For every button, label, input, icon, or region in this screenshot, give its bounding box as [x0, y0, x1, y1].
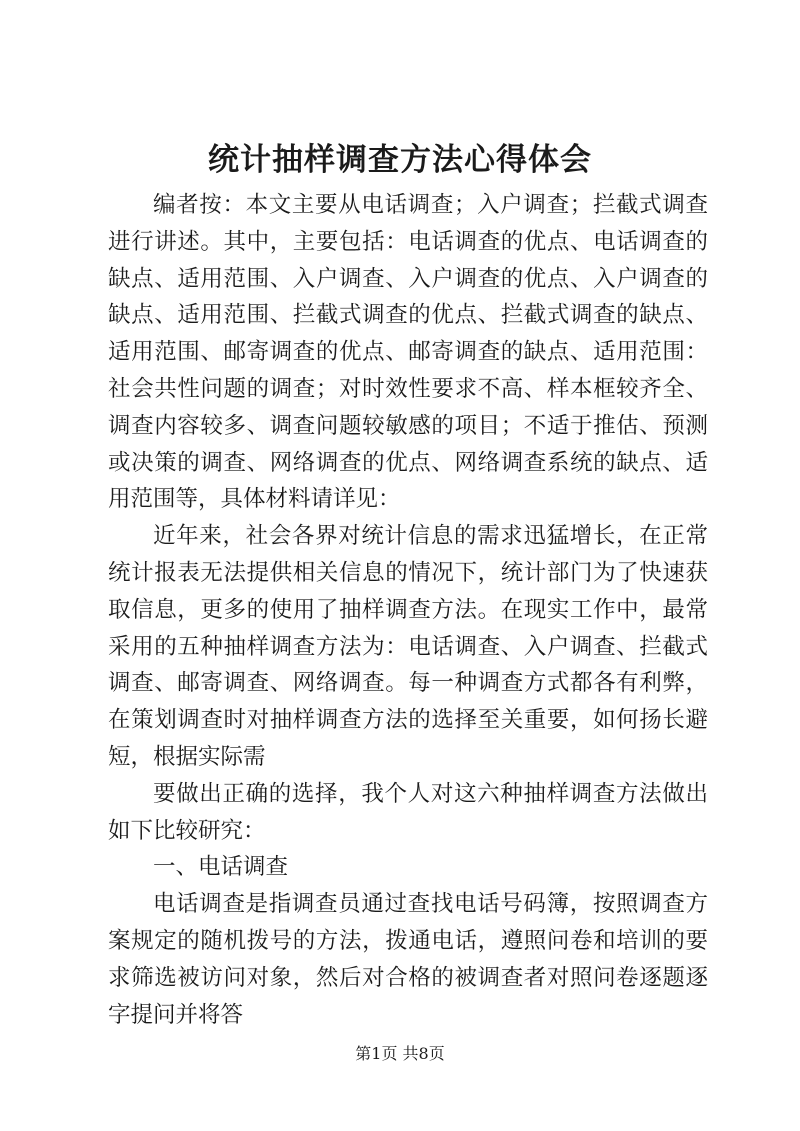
page-number-footer: 第1页 共8页 — [355, 1044, 445, 1063]
paragraph-introduction: 近年来，社会各界对统计信息的需求迅猛增长，在正常统计报表无法提供相关信息的情况下，统计部门为了快速获取信息，更多的使用了抽样调查方法。在现实工作中，最常采用的五种抽样调查方法为：电话调查、入户调查、拦截式调查、邮寄调查、网络调查。每一种调查方式都各有利弊，在策划调查时对抽样调查方法的选择至关重要，如何扬长避短，根据实际需 — [108, 523, 708, 770]
section-heading-phone-survey: 一、电话调查 — [153, 854, 289, 881]
paragraph-editor-note: 编者按：本文主要从电话调查；入户调查；拦截式调查进行讲述。其中，主要包括：电话调查的优点、电话调查的缺点、适用范围、入户调查、入户调查的优点、入户调查的缺点、适用范围、拦截式调查的优点、拦截式调查的缺点、适用范围、邮寄调查的优点、邮寄调查的缺点、适用范围：社会共性问题的调查；对时效性要求不高、样本框较齐全、调查内容较多、调查问题较敏感的项目；不适于推估、预测或决策的调查、网络调查的优点、网络调查系统的缺点、适用范围等，具体材料请详见： — [108, 192, 708, 513]
document-title: 统计抽样调查方法心得体会 — [208, 142, 592, 178]
paragraph-comparison-intro: 要做出正确的选择，我个人对这六种抽样调查方法做出如下比较研究： — [108, 780, 708, 844]
document-body — [108, 187, 708, 1033]
paragraph-phone-survey-definition: 电话调查是指调查员通过查找电话号码簿，按照调查方案规定的随机拨号的方法，拨通电话，遵照问卷和培训的要求筛选被访问对象，然后对合格的被调查者对照问卷逐题逐字提问并将答 — [108, 891, 708, 1028]
